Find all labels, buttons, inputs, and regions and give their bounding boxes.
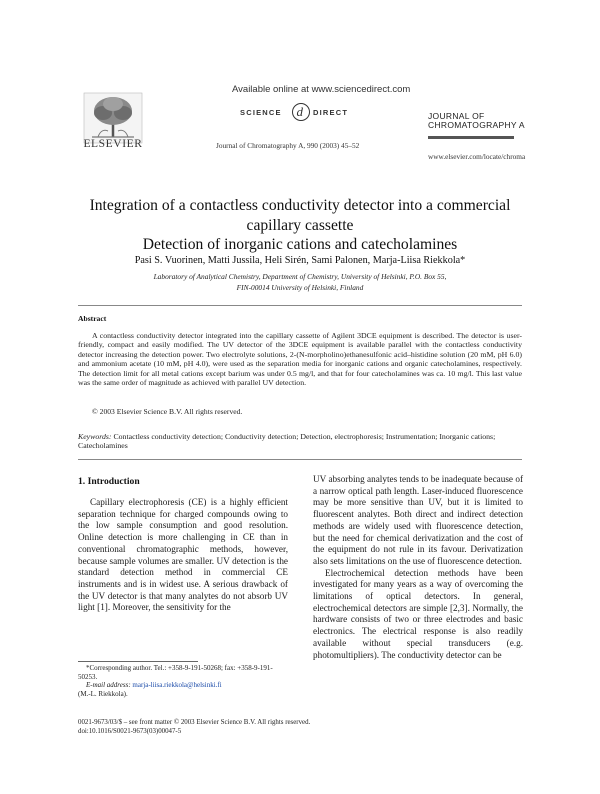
footnote	[78, 664, 288, 698]
divider-top	[78, 305, 522, 306]
publisher-name: ELSEVIER	[83, 138, 143, 150]
email-label: E-mail address:	[86, 681, 131, 690]
right-column	[313, 474, 523, 661]
author-list: Pasi S. Vuorinen, Matti Jussila, Heli Sirén, Sami Palonen, Marja-Liisa Riekkola*	[134, 255, 466, 266]
divider-bottom	[78, 459, 522, 460]
available-online-text: Available online at www.sciencedirect.com	[232, 84, 411, 95]
journal-url: www.elsevier.com/locate/chroma	[428, 152, 526, 161]
email-suffix: (M.-L. Riekkola).	[78, 689, 128, 698]
title-line-1: Integration of a contactless conductivity detector into a commercial	[89, 197, 511, 214]
left-column	[78, 497, 288, 614]
abstract-body	[78, 331, 522, 387]
journal-logo-bar	[428, 136, 514, 139]
sciencedirect-logo	[238, 102, 364, 122]
issn-line: 0021-9673/03/$ – see front matter © 2003 Elsevier Science B.V. All rights reserved.	[78, 719, 311, 726]
affiliation-line-1: Laboratory of Analytical Chemistry, Department of Chemistry, University of Helsinki, P.O. Box 55,	[153, 272, 447, 281]
svg-text:d: d	[296, 104, 303, 119]
section-heading-introduction: 1. Introduction	[78, 476, 140, 487]
abstract-heading: Abstract	[78, 314, 107, 323]
intro-paragraph-1: Capillary electrophoresis (CE) is a highly efficient separation technique for charged compounds owing to the low sample consumption and good resolution. Online detection is more challenging in CE than in conventional chromatographic methods, however, because sample volumes are smaller. UV detection is the standard detection method in commercial CE instruments and is in widest use. A serious drawback of the UV detector is that many analytes do not absorb UV light [1]. Moreover, the sensitivity for the	[78, 497, 288, 613]
doi-line: doi:10.1016/S0021-9673(03)00047-5	[78, 728, 182, 735]
intro-paragraph-2: UV absorbing analytes tends to be inadequate because of a narrow optical path length. Laser-induced fluorescence may be more sensitive than UV, but it is limited to fluorescent analytes. Both direct and indirect detection methods are widely used with fluorescence detection, but the need for chemical derivatization and the cost of the equipment do not rule in its favour. Derivatization also sets limitations on the use of fluorescence detection.	[313, 474, 523, 566]
journal-logo-line2: CHROMATOGRAPHY A	[428, 120, 525, 130]
bottom-matter	[78, 718, 310, 736]
footnote-rule	[78, 661, 198, 662]
journal-reference: Journal of Chromatography A, 990 (2003) 45–52	[216, 141, 360, 150]
sciencedirect-icon	[238, 102, 364, 122]
intro-paragraph-3: Electrochemical detection methods have been investigated for many years as a way of overcoming the limitations of optical detectors. In general, electrochemical detectors are simple [2,3]. Normally, the hardware consists of two or three electrodes and basic electronics. The electrical response is also readily available without special transducers (e.g. photomultipliers). The conductivity detector can be	[313, 567, 523, 660]
email-link[interactable]: marja-liisa.riekkola@helsinki.fi	[132, 681, 222, 690]
abstract-copyright: © 2003 Elsevier Science B.V. All rights reserved.	[92, 407, 243, 416]
affiliation-line-2: FIN-00014 University of Helsinki, Finland	[236, 283, 364, 292]
keywords-list: Contactless conductivity detection; Conductivity detection; Detection, electrophoresis; Instrumentation; Inorganic cations; Catecholamines	[78, 432, 496, 451]
svg-text:SCIENCE: SCIENCE	[240, 108, 282, 117]
title-line-2: capillary cassette	[246, 216, 354, 234]
keywords-label: Keywords:	[78, 432, 112, 441]
article-title	[60, 196, 540, 255]
keywords	[78, 432, 522, 451]
affiliation	[60, 271, 540, 293]
abstract-text: A contactless conductivity detector integrated into the capillary cassette of Agilent 3DCE equipment is described. The detector is user-friendly, compact and easily modified. The UV detector of the 3DCE equipment is available parallel with the contactless conductivity detector increasing the detection power. Two electrolyte solutions, 2-(N-morpholino)ethanesulfonic acid–histidine solution (20 mM, pH 6.0) and ammonium acetate (10 mM, pH 4.0), were used as the separation media for inorganic cations and organic catecholamines, respectively. The detection limit for all metal cations except barium was under 0.5 mg/l, and that for four catecholamines was ca. 10 mg/l. This last value was the same order of magnitude as achieved with parallel UV detection.	[78, 331, 522, 388]
journal-logo	[428, 112, 525, 130]
title-line-3: Detection of inorganic cations and catecholamines	[142, 236, 458, 253]
footnote-corresponding: *Corresponding author. Tel.: +358-9-191-50268; fax: +358-9-191-50253.	[78, 664, 273, 681]
svg-text:DIRECT: DIRECT	[313, 108, 349, 117]
journal-logo-line1: JOURNAL OF	[428, 111, 485, 121]
